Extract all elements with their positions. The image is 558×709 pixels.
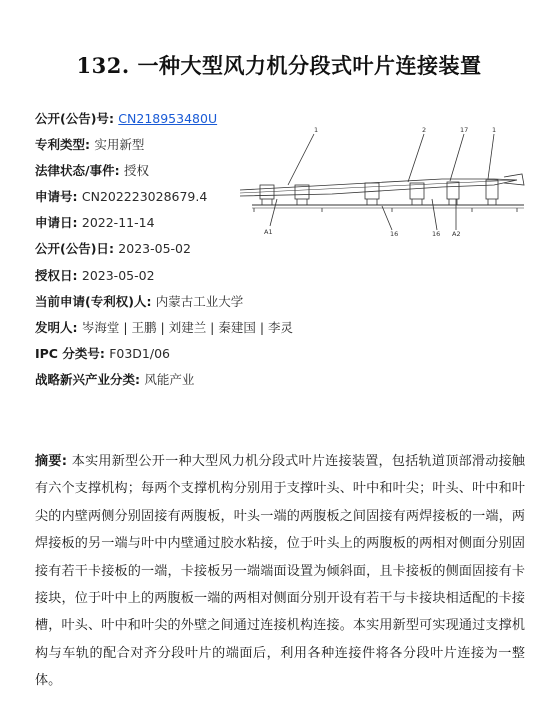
field-application-date: 申请日: 2022-11-14 — [35, 215, 155, 231]
field-value: F03D1/06 — [109, 345, 170, 361]
patent-title: 132. 一种大型风力机分段式叶片连接装置 — [76, 53, 482, 78]
patent-drawing — [232, 122, 532, 247]
field-value: 授权 — [123, 163, 149, 179]
drawing-label: A1 — [264, 228, 273, 236]
field-label: 专利类型 — [35, 137, 86, 153]
field-label: 当前申请(专利权)人 — [35, 293, 147, 309]
field-legal-status: 法律状态/事件: 授权 — [35, 163, 149, 179]
field-label: 公开(公告)号 — [35, 111, 109, 126]
field-value: 2022-11-14 — [81, 215, 155, 231]
field-value: 2023-05-02 — [118, 241, 191, 257]
drawing-label: 16 — [390, 230, 399, 238]
drawing-label: 16 — [432, 230, 441, 238]
field-label: 申请号 — [35, 189, 73, 205]
field-publication-date: 公开(公告)日: 2023-05-02 — [35, 241, 191, 257]
field-label: 申请日 — [35, 215, 73, 231]
field-application-number: 申请号: CN202223028679.4 — [35, 189, 208, 205]
field-ipc: IPC 分类号: F03D1/06 — [35, 345, 170, 361]
field-industry-category: 战略新兴产业分类: 风能产业 — [35, 371, 195, 387]
field-label: 公开(公告)日 — [35, 241, 109, 257]
drawing-label: 2 — [422, 126, 427, 134]
field-label: 法律状态/事件 — [35, 163, 115, 179]
field-value: 实用新型 — [94, 137, 145, 153]
field-value: 风能产业 — [144, 371, 195, 387]
field-grant-date: 授权日: 2023-05-02 — [35, 267, 155, 283]
field-value: 2023-05-02 — [81, 267, 155, 283]
field-value: 内蒙古工业大学 — [155, 293, 244, 309]
field-inventors: 发明人: 岑海堂 | 王鹏 | 刘建兰 | 秦建国 | 李灵 — [35, 319, 294, 335]
field-label: 授权日 — [35, 267, 73, 283]
publication-number-link[interactable]: CN218953480U — [118, 111, 218, 126]
abstract: 摘要: 本实用新型公开一种大型风力机分段式叶片连接装置，包括轨道顶部滑动接触有六个支撑机构；每两个支撑机构分别用于支撑叶头、叶中和叶尖；叶头、叶中和叶尖的内壁两侧分别固接有两腹板，叶头一端的两腹板之间固接有两焊接板的一端，两焊接板的另一端与叶中内壁通过胶水粘接，位于叶头上的两腹板的两相对侧面分别固接有若干卡接板的一端，卡接板另一端端面设置为倾斜面，且卡接板的侧面固接有卡接块，位于叶中上的两腹板一端的两相对侧面分别开设有若干与卡接块相适配的卡接槽，叶头、叶中和叶尖的外壁之间通过连接机构连接。本实用新型可实现通过支撑机构与车轨的配合对齐分段叶片的端面后，利用各种连接件将各分段叶片连接为一整体。 — [35, 454, 526, 689]
drawing-label: 1 — [314, 126, 319, 134]
abstract-text: 本实用新型公开一种大型风力机分段式叶片连接装置，包括轨道顶部滑动接触有六个支撑机构；每两个支撑机构分别用于支撑叶头、叶中和叶尖；叶头、叶中和叶尖的内壁两侧分别固接有两腹板，叶头一端的两腹板之间固接有两焊接板的一端，两焊接板的另一端与叶中内壁通过胶水粘接，位于叶头上的两腹板的两相对侧面分别固接有若干卡接板的一端，卡接板另一端端面设置为倾斜面，且卡接板的侧面固接有卡接块，位于叶中上的两腹板一端的两相对侧面分别开设有若干与卡接块相适配的卡接槽，叶头、叶中和叶尖的外壁之间通过连接机构连接。本实用新型可实现通过支撑机构与车轨的配合对齐分段叶片的端面后，利用各种连接件将各分段叶片连接为一整体。 — [35, 454, 526, 689]
field-applicant: 当前申请(专利权)人: 内蒙古工业大学 — [35, 293, 244, 309]
field-value: 岑海堂 | 王鹏 | 刘建兰 | 秦建国 | 李灵 — [81, 319, 294, 335]
field-label: 战略新兴产业分类 — [35, 371, 136, 387]
field-publication-number: 公开(公告)号: CN218953480U — [35, 111, 218, 126]
field-label: IPC 分类号 — [35, 345, 100, 361]
field-patent-type: 专利类型: 实用新型 — [35, 137, 145, 153]
drawing-label: 1 — [492, 126, 497, 134]
drawing-label: 17 — [460, 126, 469, 134]
field-label: 发明人 — [35, 319, 73, 335]
drawing-label: A2 — [452, 230, 461, 238]
field-value: CN202223028679.4 — [81, 189, 208, 205]
abstract-label: 摘要 — [35, 454, 62, 469]
